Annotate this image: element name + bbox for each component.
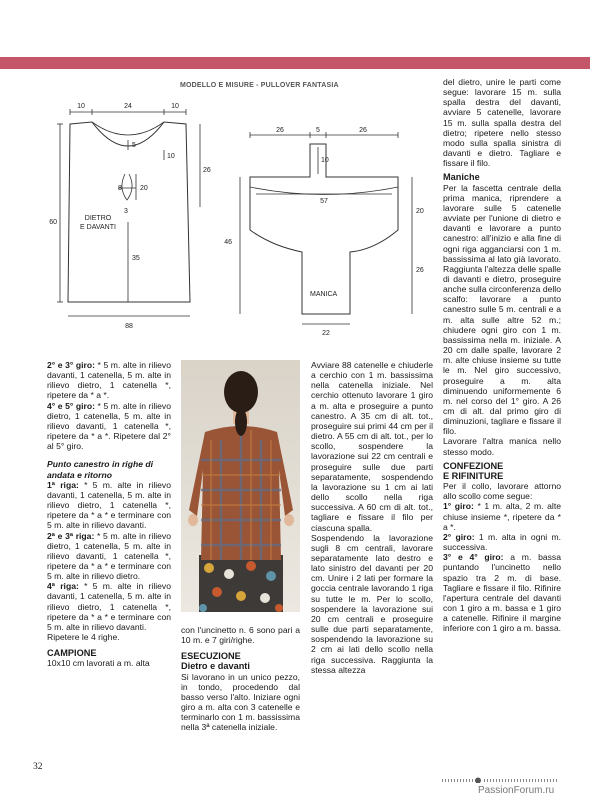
giro-2-head: 2° giro:	[443, 531, 475, 542]
col4-intro: del dietro, unire le parti come segue: lavorare 15 m. sulla spalla destra del davanti, avviare 5 catenelle, lavorare 15 m. sulla spalla destra del dietro; ripetere nello stesso modo sulla spalla sinistra di davanti e dietro. Tagliare e fissare il filo.	[443, 77, 561, 169]
model-photo	[181, 360, 300, 612]
campione-heading: CAMPIONE	[47, 648, 97, 659]
giro-2-text: 1 m. alta in ogni m. successiva.	[443, 531, 562, 553]
dim-top-left: 10	[77, 103, 85, 110]
dim-top-right: 10	[171, 103, 179, 110]
repeat-text: Ripetere le 4 righe.	[47, 632, 120, 643]
dietro-davanti-text: Si lavorano in un unico pezzo, in tondo, procedendo dal basso verso l'alto. Iniziare ogni giro a m. alta con 3 catenelle e terminarlo con 1 m. bassissima nella 3ª catenella iniziale.	[181, 671, 300, 733]
decorative-dotted-rule	[442, 777, 560, 783]
front-back-piece	[49, 103, 211, 330]
sleeve-dim-cuff-h: 26	[416, 267, 424, 274]
column-1	[47, 360, 171, 669]
giro-1-head: 1° giro:	[443, 501, 474, 512]
sleeve-dim-right: 26	[359, 127, 367, 134]
sleeve-dim-cuff-w: 22	[322, 330, 330, 337]
giro-1	[443, 501, 561, 531]
riga-4-text: * 5 m. alte in rilievo davanti, 1 catenella, 5 m. alte in rilievo dietro, 1 catenella *, ripetere da * a * e terminare con 5 m. alte in rilievo davanti.	[47, 581, 171, 632]
dim-neck-side: 10	[167, 153, 175, 160]
col1-p1: * 5 m. alte in rilievo davanti, 1 catenella, 5 m. alte in rilievo dietro, 1 catenella *, ripetere da * a *.	[47, 360, 171, 401]
sleeve-label: MANICA	[310, 291, 338, 298]
riga-2-head: 2ª e 3ª riga:	[47, 530, 95, 541]
sleeve-dim-width: 57	[320, 198, 328, 205]
pattern-schematic	[40, 92, 440, 340]
sleeve-dim-height: 46	[224, 239, 232, 246]
front-label-1: DIETRO	[84, 215, 112, 222]
dim-opening-w: 8	[118, 185, 122, 192]
dim-opening-h: 20	[140, 185, 148, 192]
maniche-heading: Maniche	[443, 172, 480, 183]
dim-shoulder: 26	[203, 167, 211, 174]
sleeve-piece	[224, 127, 424, 337]
esecuzione-heading: ESECUZIONE	[181, 651, 241, 662]
maniche-text: Per la fascetta centrale della prima manica, riprendere a lavorare sulle 5 catenelle avviate per l'unione di dietro e davanti e lavorare a punto canestro: all'inizio e alla fine di ogni riga agganciarsi con 1 m. bassissima al lato già lavorato. Raggiunta l'altezza delle spalle di davanti e dietro, proseguire anche sulla circonferenza dello scalfo: lavorare a punto canestro sulle 5 m. centrali e a m. alta sulle altre 52 m.; chiudere ogni giro con 1 m. bassissima nella m. iniziale. A 20 cm dalle spalle, lavorare 2 m. alte chiuse insieme su tutte le m. Nel giro successivo, proseguire a m. alta diminuendo uniformemente 6 m. nel corso del 1° giro. A 26 cm di alt. dal primo giro di diminuzioni, tagliare e fissare il filo.	[443, 182, 561, 437]
top-color-band	[0, 57, 590, 69]
col3-p2: Sospendendo la lavorazione sugli 8 cm centrali, lavorare separatamente lato destro e lato sinistro del davanti per 20 cm. Unire i 2 lati per formare la goccia centrale lavorando 1 riga su tutte le m. Per lo scollo, sospendere la lavorazione sui 20 cm centrali e proseguire sulle due parti separatamente, sospendendo la lavorazione su 2 cm ai lati dello scollo nella riga successiva. Raggiunta la stessa altezza	[311, 532, 433, 675]
front-label-2: E DAVANTI	[80, 224, 116, 231]
sleeve-dim-mid: 5	[316, 127, 320, 134]
column-3	[311, 360, 433, 675]
dietro-davanti-heading: Dietro e davanti	[181, 661, 250, 672]
col2-continuation: con l'uncinetto n. 6 sono pari a 10 m. e 7 giri/righe.	[181, 625, 300, 646]
col1-p2: * 5 m. alte in rilievo dietro, 1 catenella, 5 m. alte in rilievo davanti, 1 catenella *, ripetere da * a *. Ripetere dal 2° al 5° giro.	[47, 400, 171, 452]
confezione-text: Per il collo, lavorare attorno allo scollo come segue:	[443, 481, 561, 502]
sleeve-dim-right-h: 20	[416, 208, 424, 215]
giro-2	[443, 532, 561, 552]
dim-opening-b: 3	[124, 208, 128, 215]
column-4	[443, 77, 561, 633]
dim-top-mid: 24	[124, 103, 132, 110]
sleeve-dim-left: 26	[276, 127, 284, 134]
maniche-text-2: Lavorare l'altra manica nello stesso modo.	[443, 436, 561, 457]
dim-bottom: 88	[125, 323, 133, 330]
campione-text: 10x10 cm lavorati a m. alta	[47, 658, 150, 669]
riga-1-head: 1ª riga:	[47, 479, 79, 490]
dim-lower: 35	[132, 255, 140, 262]
giro-3-text: a m. bassa puntando l'uncinetto nello spazio tra 2 m. di base. Tagliare e fissare il filo. Rifinire l'apertura centrale del davanti con 1 giro a m. bassa e 1 giro a catenelle. Rifinire il margine inferiore con 1 giro a m. bassa.	[443, 552, 561, 634]
riga-1-text: * 5 m. alte in rilievo davanti, 1 catenella, 5 m. alte in rilievo dietro, 1 catenella *, ripetere da * a * e terminare con 5 m. alte in rilievo davanti.	[47, 479, 171, 531]
riga-4-head: 4ª riga:	[47, 581, 79, 592]
confezione-heading-2: E RIFINITURE	[443, 470, 504, 481]
dim-neck: 5	[132, 142, 136, 149]
col1-p1-head: 2° e 3° giro:	[47, 360, 95, 370]
sleeve-dim-stem: 10	[321, 157, 329, 164]
giro-1-text: * 1 m. alta, 2 m. alte chiuse insieme *, ripetere da * a *.	[443, 501, 562, 532]
giro-3-head: 3° e 4° giro:	[443, 552, 504, 563]
watermark: PassionForum.ru	[478, 785, 555, 796]
col3-p1: Avviare 88 catenelle e chiuderle a cerchio con 1 m. bassissima nella catenella iniziale. Nel cerchio ottenuto lavorare 1 giro a m. alta e proseguire a punto canestro. A 35 cm di alt. tot., proseguire sui primi 44 cm per il dietro. A 55 cm di alt. tot., per lo scollo, sospendere la lavorazione sui 22 cm centrali e proseguire sulle due parti separatamente, sospendendo la lavorazione su 1 cm ai lati dello scollo nella riga successiva. A 60 cm di alt. tot., tagliare e fissare il filo per ciascuna spalla.	[311, 360, 433, 533]
confezione-heading-1: CONFEZIONE	[443, 460, 504, 471]
page-number: 32	[33, 762, 43, 772]
riga-2-text: * 5 m. alte in rilievo dietro, 1 catenella, 5 m. alte in rilievo davanti, 1 catenella *, ripetere da * a * e terminare con 5 m. alte in rilievo dietro.	[47, 530, 171, 582]
giro-3	[443, 552, 561, 633]
punto-canestro-heading: Punto canestro in righe di andata e ritorno	[47, 459, 153, 480]
col1-p2-head: 4° e 5° giro:	[47, 400, 95, 411]
schema-title: MODELLO E MISURE - PULLOVER FANTASIA	[180, 82, 339, 89]
column-2	[181, 625, 300, 733]
dim-height: 60	[49, 219, 57, 226]
